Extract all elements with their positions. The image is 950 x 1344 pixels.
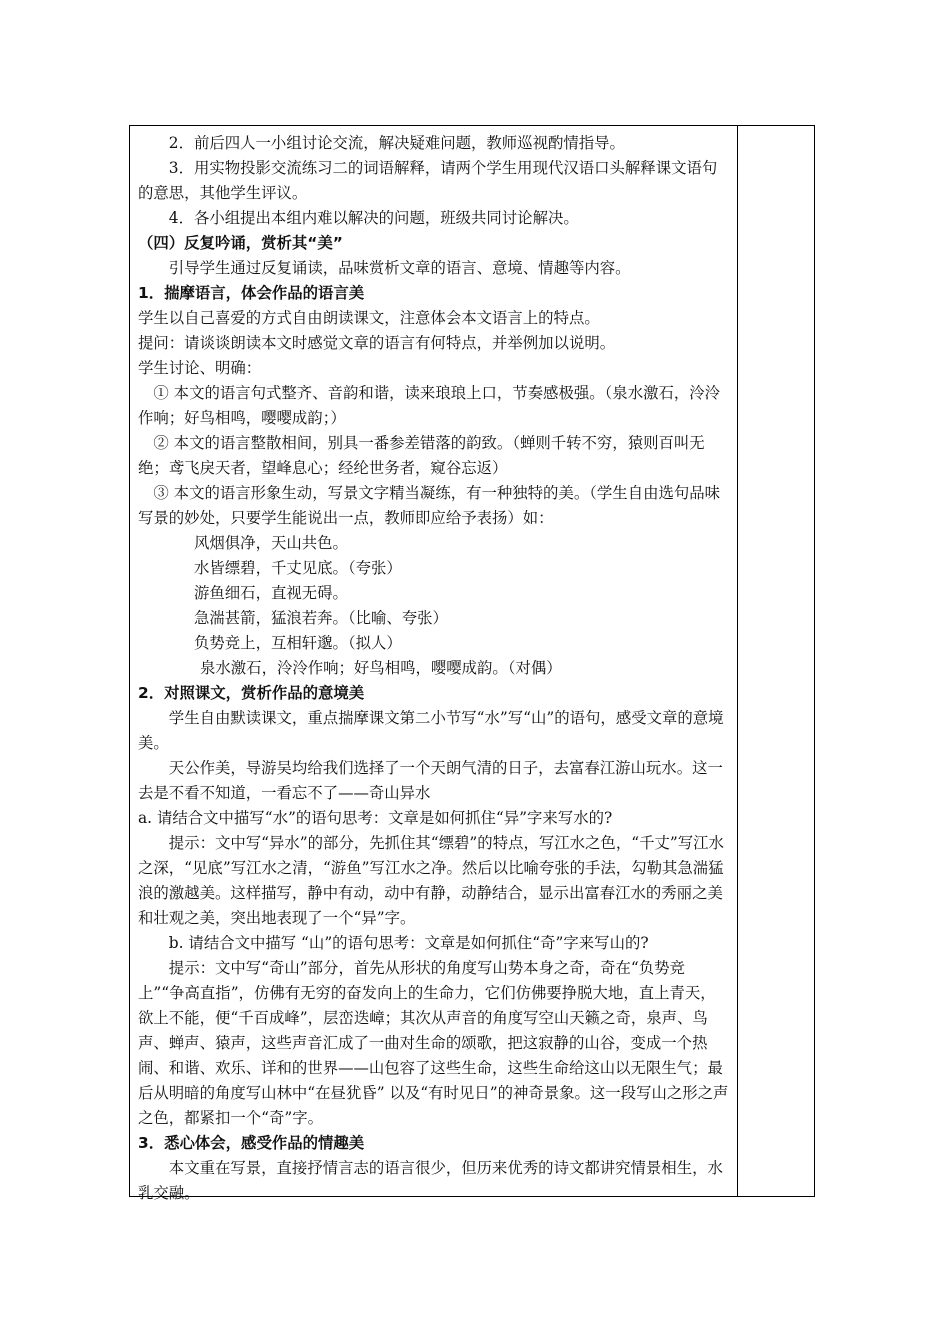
subsection-heading: 3．悉心体会，感受作品的情趣美 <box>138 1134 365 1152</box>
quoted-line: 水皆缥碧，千丈见底。（夸张） <box>194 559 402 577</box>
numbered-point: ② 本文的语言整散相间，别具一番参差错落的韵致。（蝉则千转不穷，猿则百叫无绝；鸢飞戾天者，望峰息心；经纶世务者，窥谷忘返） <box>138 434 705 477</box>
paragraph: 天公作美，导游吴均给我们选择了一个天朗气清的日子，去富春江游山玩水。这一去是不看不知道，一看忘不了——奇山异水 <box>138 759 723 802</box>
quoted-line: 风烟俱净，天山共色。 <box>194 534 348 552</box>
numbered-point: ③ 本文的语言形象生动，写景文字精当凝练，有一种独特的美。（学生自由选句品味写景的妙处，只要学生能说出一点，教师即应给予表扬）如： <box>138 484 721 527</box>
paragraph: 学生自由默读课文，重点揣摩课文第二小节写“水”写“山”的语句，感受文章的意境美。 <box>138 709 724 752</box>
paragraph: 学生以自己喜爱的方式自由朗读课文，注意体会本文语言上的特点。 <box>138 309 600 327</box>
hint-paragraph: 提示：文中写“奇山”部分，首先从形状的角度写山势本身之奇，奇在“负势竞上”“争高直指”，仿佛有无穷的奋发向上的生命力，它们仿佛要挣脱大地，直上青天，欲上不能，便“千百成峰”，层峦迭嶂；其次从声音的角度写空山天籁之奇，泉声、鸟声、蝉声、猿声，这些声音汇成了一曲对生命的颂歌，把这寂静的山谷，变成一个热闹、和谐、欢乐、详和的世界——山包容了这些生命，这些生命给这山以无限生气；最后从明暗的角度写山林中“在昼犹昏” 以及“有时见日”的神奇景象。这一段写山之形之声之色，都紧扣一个“奇”字。 <box>138 959 729 1127</box>
paragraph: 本文重在写景，直接抒情言志的语言很少，但历来优秀的诗文都讲究情景相生，水乳交融。 <box>138 1159 723 1202</box>
quoted-line: 急湍甚箭，猛浪若奔。（比喻、夸张） <box>194 609 448 627</box>
paragraph: 4．各小组提出本组内难以解决的问题，班级共同讨论解决。 <box>168 209 579 227</box>
question: b. 请结合文中描写 “山”的语句思考：文章是如何抓住“奇”字来写山的? <box>168 934 649 952</box>
paragraph: 引导学生通过反复诵读，品味赏析文章的语言、意境、情趣等内容。 <box>168 259 631 277</box>
column-divider <box>737 126 738 1196</box>
quoted-line: 游鱼细石，直视无碍。 <box>194 584 348 602</box>
paragraph: 3．用实物投影交流练习二的词语解释，请两个学生用现代汉语口头解释课文语句的意思，其他学生评议。 <box>138 159 718 202</box>
quoted-line: 泉水激石，泠泠作响；好鸟相鸣，嘤嘤成韵。（对偶） <box>200 659 562 677</box>
lesson-table <box>129 125 815 1202</box>
paragraph: 2．前后四人一小组讨论交流，解决疑难问题，教师巡视酌情指导。 <box>168 134 625 152</box>
quoted-line: 负势竞上，互相轩邈。（拟人） <box>194 634 402 652</box>
paragraph: 提问：请谈谈朗读本文时感觉文章的语言有何特点，并举例加以说明。 <box>138 334 616 352</box>
subsection-heading: 1．揣摩语言，体会作品的语言美 <box>138 284 365 302</box>
lesson-content-cell <box>138 131 730 1206</box>
paragraph: 学生讨论、明确： <box>138 359 262 377</box>
numbered-point: ① 本文的语言句式整齐、音韵和谐，读来琅琅上口，节奏感极强。（泉水激石，泠泠作响；好鸟相鸣，嘤嘤成韵；） <box>138 384 721 427</box>
section-heading: （四）反复吟诵，赏析其“美” <box>138 234 343 252</box>
question: a. 请结合文中描写“水”的语句思考：文章是如何抓住“异”字来写水的? <box>138 809 613 827</box>
hint-paragraph: 提示：文中写“异水”的部分，先抓住其“缥碧”的特点，写江水之色，“千丈”写江水之深，“见底”写江水之清，“游鱼”写江水之净。然后以比喻夸张的手法，勾勒其急湍猛浪的激越美。这样描写，静中有动，动中有静，动静结合，显示出富春江水的秀丽之美和壮观之美，突出地表现了一个“异”字。 <box>138 834 724 927</box>
subsection-heading: 2．对照课文，赏析作品的意境美 <box>138 684 365 702</box>
